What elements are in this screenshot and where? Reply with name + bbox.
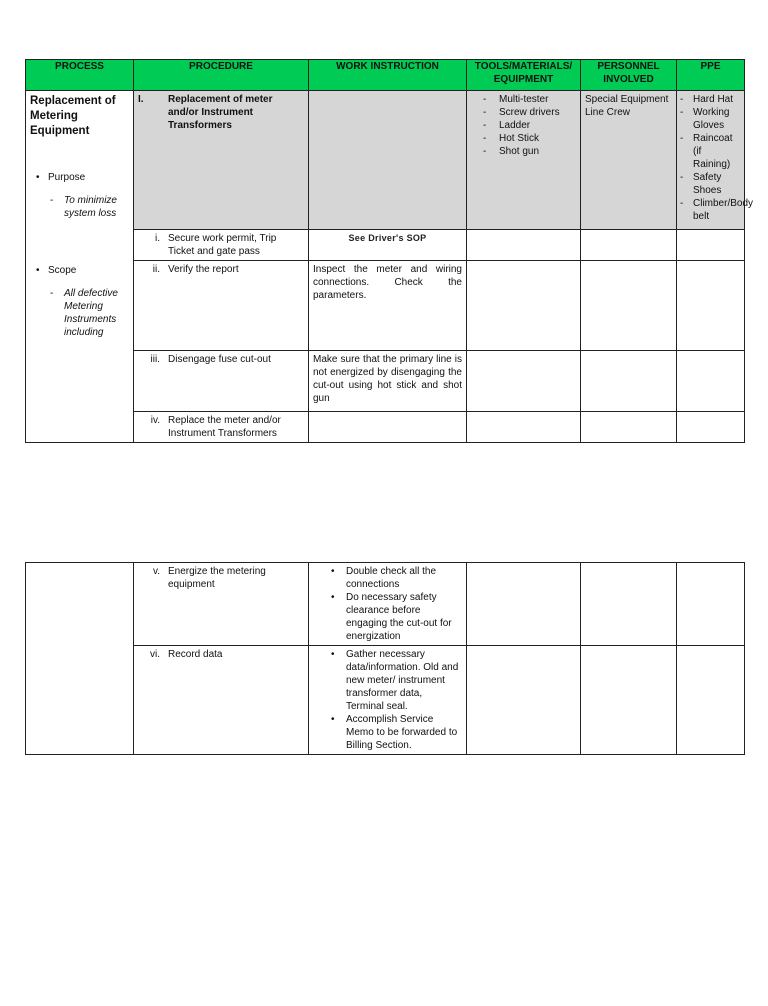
process-cell bbox=[26, 91, 134, 443]
empty-cell bbox=[581, 261, 677, 351]
header-tools: TOOLS/MATERIALS/ EQUIPMENT bbox=[467, 60, 581, 91]
list-item: - Working Gloves bbox=[680, 106, 740, 132]
list-item: • Double check all the connections bbox=[331, 565, 462, 591]
instruction-bullets bbox=[313, 648, 462, 752]
empty-cell bbox=[581, 646, 677, 755]
empty-cell bbox=[677, 351, 745, 412]
step-procedure-cell bbox=[134, 230, 309, 261]
scope-text: All defective Metering Instruments including bbox=[64, 288, 118, 338]
table-row bbox=[26, 563, 745, 646]
purpose-text: To minimize system loss bbox=[64, 195, 117, 219]
step-number: vi. bbox=[150, 649, 160, 660]
empty-cell bbox=[677, 412, 745, 443]
empty-cell bbox=[467, 563, 581, 646]
instruction-bullets bbox=[313, 565, 462, 643]
tools-cell bbox=[467, 91, 581, 230]
empty-cell bbox=[581, 230, 677, 261]
step-instruction: See Driver's SOP bbox=[348, 233, 427, 243]
step-procedure-cell bbox=[134, 412, 309, 443]
section-procedure-cell bbox=[134, 91, 309, 230]
dash-icon: - bbox=[50, 288, 54, 299]
step-instruction-cell bbox=[309, 646, 467, 755]
empty-cell bbox=[677, 563, 745, 646]
empty-cell bbox=[677, 230, 745, 261]
empty-cell bbox=[467, 261, 581, 351]
scope-label: Scope bbox=[48, 265, 77, 276]
step-number: ii. bbox=[152, 264, 160, 275]
step-instruction-cell bbox=[309, 563, 467, 646]
list-item: • Do necessary safety clearance before engaging the cut-out for energization bbox=[331, 591, 462, 643]
step-procedure-cell bbox=[134, 261, 309, 351]
empty-cell bbox=[677, 261, 745, 351]
step-label: Disengage fuse cut-out bbox=[168, 354, 271, 365]
empty-cell bbox=[581, 412, 677, 443]
header-ppe: PPE bbox=[677, 60, 745, 91]
procedure-table-page-2 bbox=[25, 562, 745, 755]
list-item: - Shot gun bbox=[483, 145, 576, 158]
empty-cell bbox=[467, 351, 581, 412]
table-row bbox=[26, 412, 745, 443]
table-row bbox=[26, 351, 745, 412]
table-row bbox=[26, 646, 745, 755]
step-instruction: Make sure that the primary line is not energized by disengaging the cut-out using hot stick and shot gun bbox=[313, 354, 462, 404]
bullet-icon: • bbox=[36, 265, 40, 276]
dash-icon: - bbox=[50, 195, 54, 206]
table-header-row bbox=[26, 60, 745, 91]
step-number: i. bbox=[155, 233, 160, 244]
table-row bbox=[26, 230, 745, 261]
step-procedure-cell bbox=[134, 563, 309, 646]
step-instruction-cell bbox=[309, 261, 467, 351]
step-label: Record data bbox=[168, 649, 223, 660]
purpose-label: Purpose bbox=[48, 172, 86, 183]
header-procedure: PROCEDURE bbox=[134, 60, 309, 91]
bullet-icon: • bbox=[36, 172, 40, 183]
step-procedure-cell bbox=[134, 646, 309, 755]
personnel-cell bbox=[581, 91, 677, 230]
scope-item bbox=[50, 287, 129, 339]
process-title: Replacement of Metering Equipment bbox=[30, 95, 116, 137]
step-procedure-cell bbox=[134, 351, 309, 412]
header-process: PROCESS bbox=[26, 60, 134, 91]
list-item: - Hard Hat bbox=[680, 93, 740, 106]
step-label: Verify the report bbox=[168, 264, 239, 275]
list-item: • Accomplish Service Memo to be forwarded to Billing Section. bbox=[331, 713, 462, 752]
section-title: Replacement of meter and/or Instrument Transformers bbox=[168, 94, 273, 131]
process-cell bbox=[26, 563, 134, 755]
list-item: - Ladder bbox=[483, 119, 576, 132]
list-item: • Gather necessary data/information. Old and new meter/ instrument transformer data, Terminal seal. bbox=[331, 648, 462, 713]
scope-bullet bbox=[36, 264, 129, 277]
step-label: Replace the meter and/or Instrument Transformers bbox=[168, 415, 281, 439]
list-item: - Screw drivers bbox=[483, 106, 576, 119]
ppe-cell bbox=[677, 91, 754, 230]
step-number: iv. bbox=[150, 415, 160, 426]
tools-list bbox=[471, 93, 576, 158]
empty-cell bbox=[581, 563, 677, 646]
ppe-list bbox=[680, 93, 754, 223]
empty-cell bbox=[467, 412, 581, 443]
section-instruction-cell bbox=[309, 91, 467, 230]
list-item: - Safety Shoes bbox=[680, 171, 740, 197]
table-row bbox=[26, 261, 745, 351]
procedure-table-page-1 bbox=[25, 59, 754, 443]
step-label: Secure work permit, Trip Ticket and gate pass bbox=[168, 233, 277, 257]
empty-cell bbox=[677, 646, 745, 755]
header-personnel: PERSONNEL INVOLVED bbox=[581, 60, 677, 91]
personnel-text: Special Equipment Line Crew bbox=[585, 94, 669, 118]
empty-cell bbox=[467, 646, 581, 755]
step-label: Energize the metering equipment bbox=[168, 566, 266, 590]
empty-cell bbox=[581, 351, 677, 412]
step-number: iii. bbox=[150, 354, 160, 365]
step-instruction-cell bbox=[309, 230, 467, 261]
list-item: - Raincoat (if Raining) bbox=[680, 132, 740, 171]
list-item: - Climber/Body belt bbox=[680, 197, 740, 223]
empty-cell bbox=[467, 230, 581, 261]
purpose-item bbox=[50, 194, 129, 220]
step-number: v. bbox=[152, 566, 160, 577]
table-row bbox=[26, 91, 745, 230]
purpose-bullet bbox=[36, 171, 129, 184]
section-number: I. bbox=[138, 94, 144, 105]
list-item: - Multi-tester bbox=[483, 93, 576, 106]
step-instruction: Inspect the meter and wiring connections. Check the parameters. bbox=[313, 264, 462, 301]
list-item: - Hot Stick bbox=[483, 132, 576, 145]
step-instruction-cell bbox=[309, 351, 467, 412]
step-instruction-cell bbox=[309, 412, 467, 443]
header-work-instruction: WORK INSTRUCTION bbox=[309, 60, 467, 91]
